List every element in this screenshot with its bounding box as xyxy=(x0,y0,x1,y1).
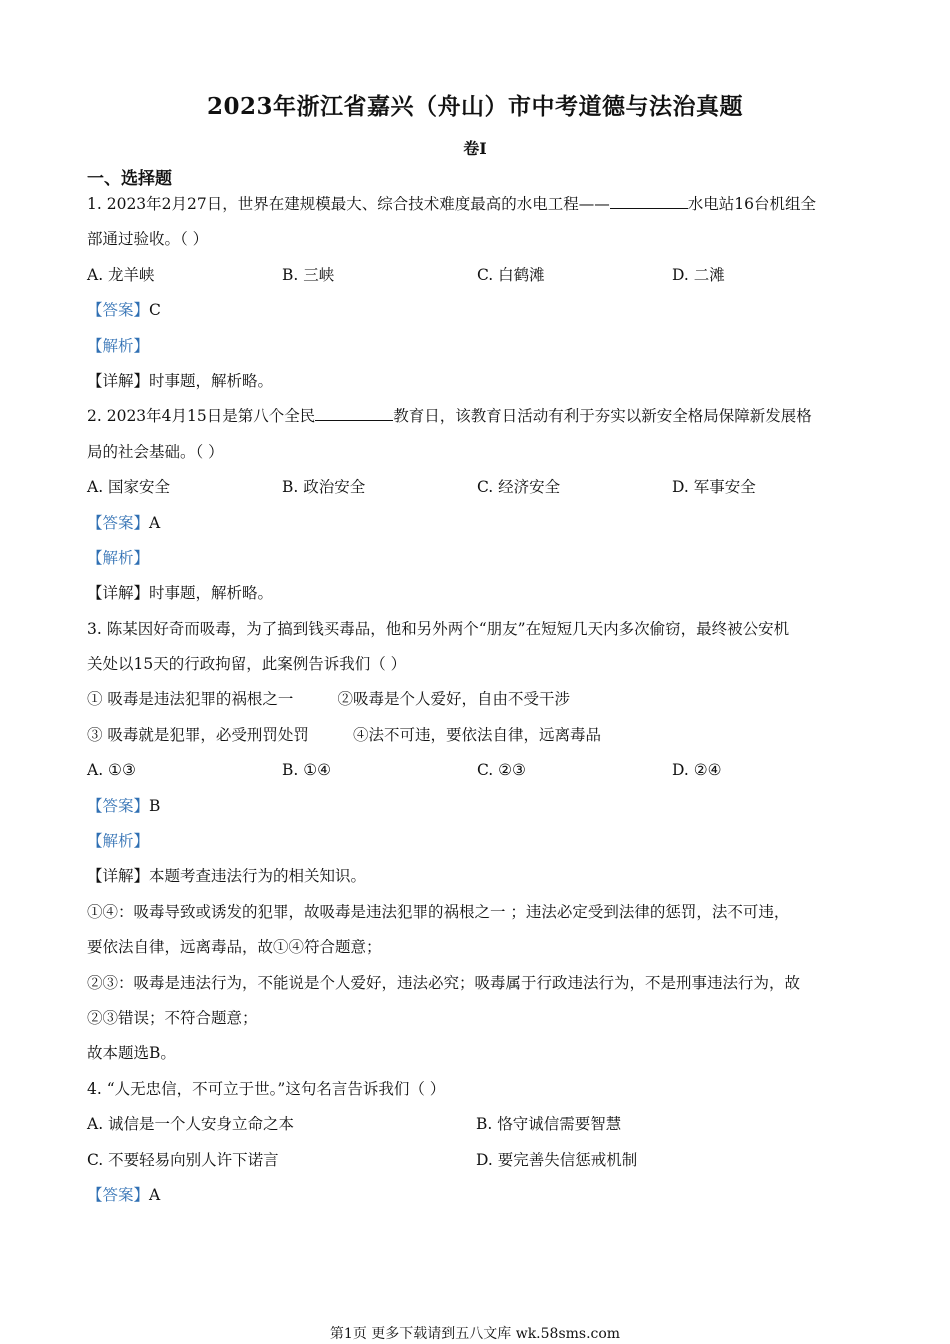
option-b: B. 恪守诚信需要智慧 xyxy=(476,1115,622,1134)
question-4-options-row2 xyxy=(87,1143,867,1178)
option-a: A. ①③ xyxy=(87,761,136,780)
question-3-explanation-line1: ①④：吸毒导致或诱发的犯罪，故吸毒是违法犯罪的祸根之一 ；违法必定受到法律的惩罚，法不可违， xyxy=(87,902,790,921)
question-3-statements-3-4: ③ 吸毒就是犯罪，必受刑罚处罚 ④法不可违，要依法自律，远离毒品 xyxy=(87,725,601,744)
option-c: C. 白鹤滩 xyxy=(477,265,545,284)
question-4-stem: 4. “人无忠信，不可立于世。”这句名言告诉我们（ ） xyxy=(87,1079,446,1098)
question-2-analysis xyxy=(87,541,867,576)
question-3-statements-1-2: ① 吸毒是违法犯罪的祸根之一 ②吸毒是个人爱好，自由不受干涉 xyxy=(87,690,570,709)
question-3-explanation-line3: ②③：吸毒是违法行为，不能说是个人爱好，违法必究；吸毒属于行政违法行为，不是刑事违法行为，故 xyxy=(87,973,801,992)
answer-label: 【答案】 xyxy=(87,301,150,320)
option-a: A. 龙羊峡 xyxy=(87,265,155,284)
analysis-label: 【解析】 xyxy=(87,336,150,355)
question-3-options xyxy=(87,753,867,788)
question-2-answer: 【答案】A xyxy=(87,513,161,532)
option-a: A. 诚信是一个人安身立命之本 xyxy=(87,1115,295,1134)
question-3-stem-line1: 3. 陈某因好奇而吸毒，为了搞到钱买毒品，他和另外两个“朋友”在短短几天内多次偷窃，最终被公安机 xyxy=(87,619,790,638)
option-c: C. 不要轻易向别人许下诺言 xyxy=(87,1150,279,1169)
question-1-stem-line2: 部通过验收。（ ） xyxy=(87,230,209,249)
question-1-stem-line1: 1. 2023年2月27日，世界在建规模最大、综合技术难度最高的水电工程—— 水电站16台机组全 xyxy=(87,195,816,213)
question-2-options xyxy=(87,470,867,505)
question-3-explanation-line4: ②③错误；不符合题意； xyxy=(87,1008,258,1027)
question-1-answer: 【答案】C xyxy=(87,301,161,320)
question-3-conclusion: 故本题选B。 xyxy=(87,1044,176,1063)
question-2-stem-line1: 2. 2023年4月15日是第八个全民 教育日，该教育日活动有利于夯实以新安全格局保障新发展格 xyxy=(87,407,812,426)
detail-label: 【详解】 xyxy=(87,371,150,390)
question-2-stem-line2: 局的社会基础。（ ） xyxy=(87,442,224,461)
question-3-stem-line2: 关处以15天的行政拘留，此案例告诉我们（ ） xyxy=(87,655,407,674)
answer-label: 【答案】 xyxy=(87,513,150,532)
detail-label: 【详解】 xyxy=(87,584,150,603)
question-3-analysis xyxy=(87,824,867,859)
page-footer: 第1页 更多下载请到五八文库 wk.58sms.com xyxy=(329,1326,621,1342)
analysis-label: 【解析】 xyxy=(87,832,150,851)
option-d: D. 军事安全 xyxy=(672,478,756,497)
option-a: A. 国家安全 xyxy=(87,478,171,497)
question-1-analysis xyxy=(87,329,867,364)
question-1-detail: 【详解】时事题，解析略。 xyxy=(87,371,274,390)
volume-label: 卷I xyxy=(463,139,487,158)
analysis-label: 【解析】 xyxy=(87,548,150,567)
option-d: D. 要完善失信惩戒机制 xyxy=(476,1150,638,1169)
fill-blank xyxy=(315,406,393,421)
option-c: C. 经济安全 xyxy=(477,478,561,497)
question-3-answer: 【答案】B xyxy=(87,796,161,815)
detail-label: 【详解】 xyxy=(87,867,150,886)
option-d: D. 二滩 xyxy=(672,265,725,284)
question-list xyxy=(87,187,867,1213)
question-4-answer: 【答案】A xyxy=(87,1185,161,1204)
question-4-options-row1 xyxy=(87,1107,867,1142)
answer-label: 【答案】 xyxy=(87,796,150,815)
option-d: D. ②④ xyxy=(672,761,722,780)
document-title: 2023年浙江省嘉兴（舟山）市中考道德与法治真题 xyxy=(206,93,743,120)
option-b: B. 三峡 xyxy=(282,265,335,284)
fill-blank xyxy=(610,194,688,209)
answer-label: 【答案】 xyxy=(87,1185,150,1204)
question-2-detail: 【详解】时事题，解析略。 xyxy=(87,584,274,603)
section-heading: 一、选择题 xyxy=(87,169,172,189)
question-3-explanation-line2: 要依法自律，远离毒品，故①④符合题意； xyxy=(87,938,382,957)
question-3-detail: 【详解】本题考查违法行为的相关知识。 xyxy=(87,867,367,886)
option-b: B. 政治安全 xyxy=(282,478,366,497)
question-1-options xyxy=(87,258,867,293)
option-b: B. ①④ xyxy=(282,761,332,780)
option-c: C. ②③ xyxy=(477,761,526,780)
